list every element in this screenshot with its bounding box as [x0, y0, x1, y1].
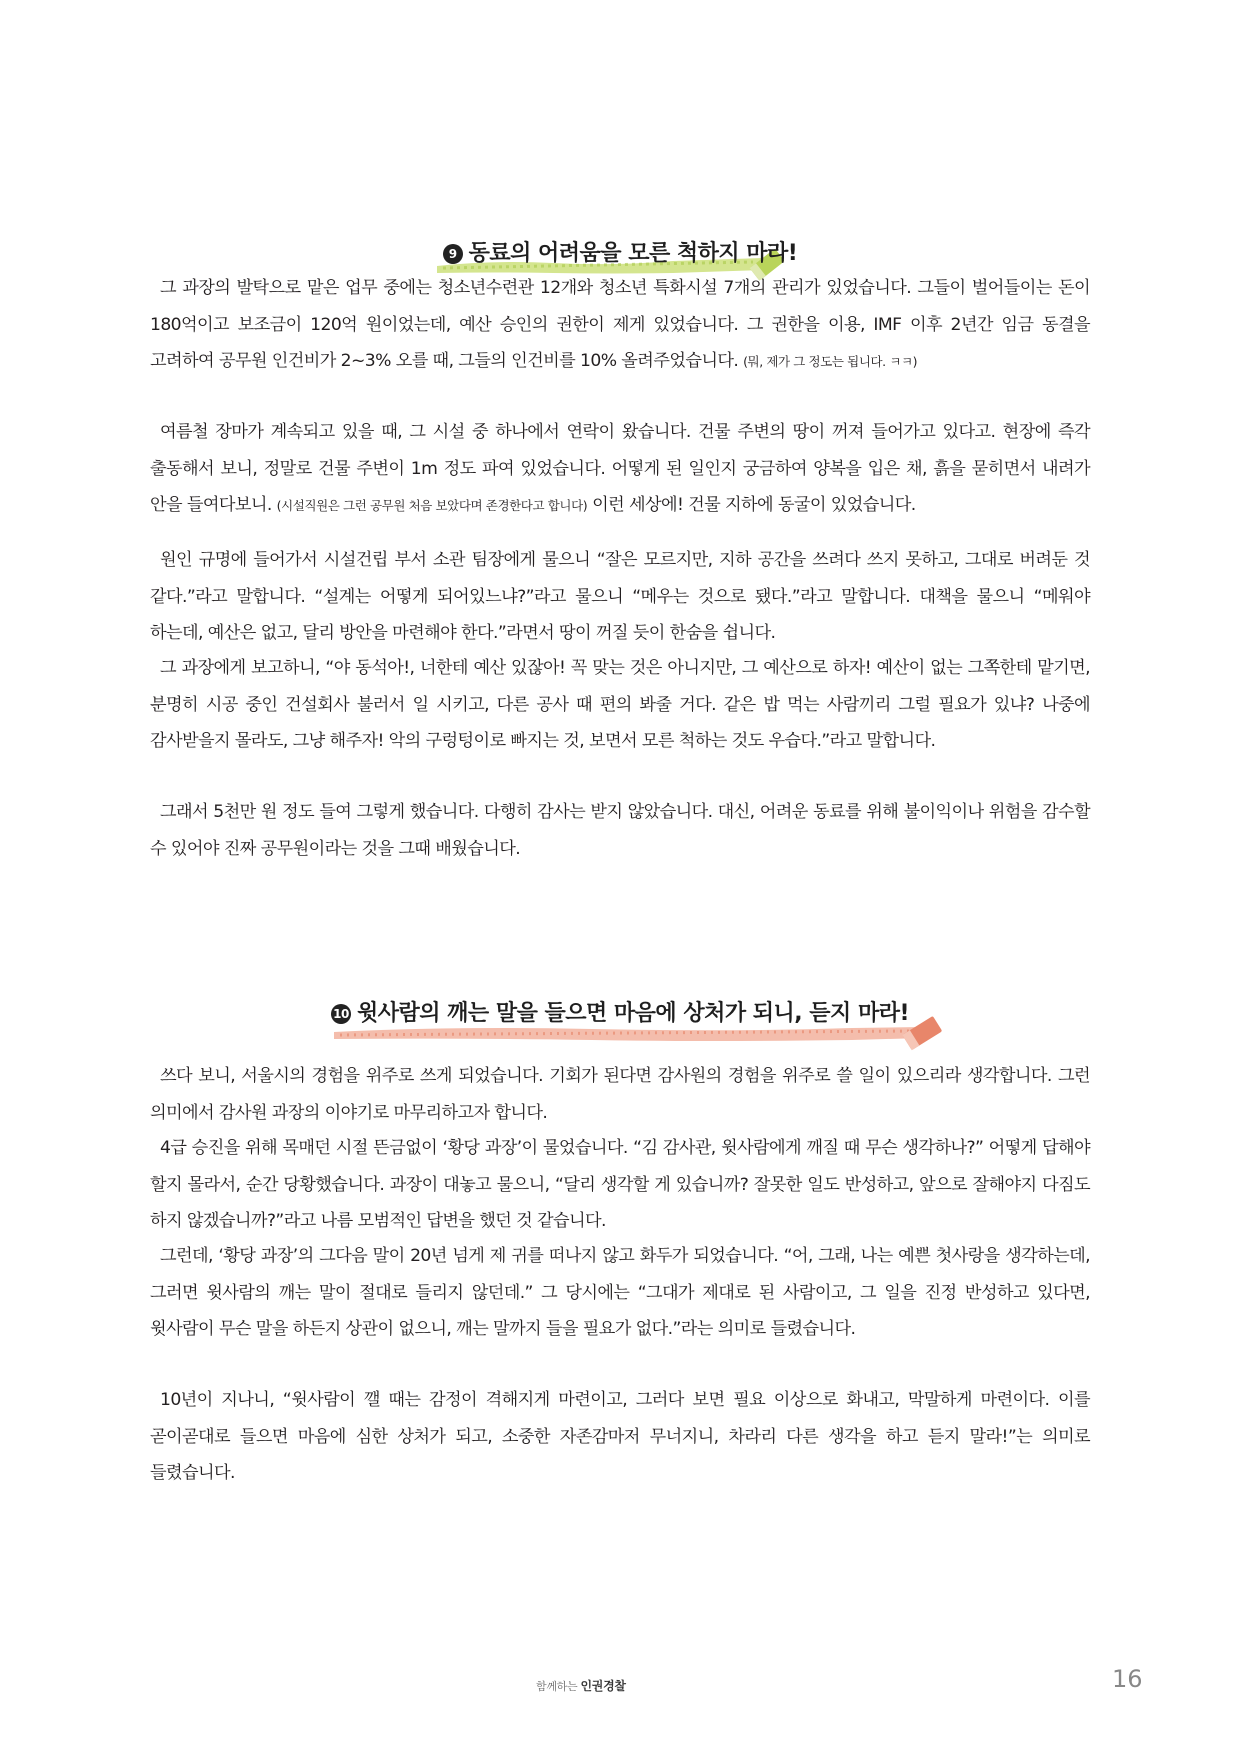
paragraph-text: 원인 규명에 들어가서 시설건립 부서 소관 팀장에게 물으니 “잘은 모르지만, 지하 공간을 쓰려다 쓰지 못하고, 그대로 버려둔 것 같다.”라고 말합니다. “설계는 어떻게 되어있느냐?”라고 물으니 “메우는 것으로 됐다.”라고 말합니다. 대책을 물으니 “메워야 하는데, 예산은 없고, 달리 방안을 마련해야 한다.”라면서 땅이 꺼질 듯이 한숨을 쉽니다.	[150, 550, 1090, 643]
section-10-paragraph-2	[150, 1130, 1090, 1240]
section-9-paragraph-2	[150, 414, 1090, 525]
section-9-paragraph-5	[150, 794, 1090, 867]
section-9-number: 9	[443, 244, 463, 264]
section-9-title	[443, 236, 798, 267]
section-10-title-text: 윗사람의 깨는 말을 들으면 마음에 상처가 되니, 듣지 마라!	[357, 1001, 909, 1026]
paragraph-aside: (시설직원은 그런 공무원 처음 보았다며 존경한다고 합니다)	[276, 498, 588, 513]
magazine-name	[536, 1677, 626, 1694]
section-10-paragraph-4	[150, 1382, 1090, 1492]
paragraph-aside: (뭐, 제가 그 정도는 됩니다. ㅋㅋ)	[743, 354, 918, 369]
section-10-paragraph-1	[150, 1058, 1090, 1131]
paragraph-text: 4급 승진을 위해 목매던 시절 뜬금없이 ‘황당 과장’이 물었습니다. “김 감사관, 윗사람에게 깨질 때 무슨 생각하나?” 어떻게 답해야 할지 몰라서, 순간 당황했습니다. 과장이 대놓고 물으니, “달리 생각할 게 있습니까? 잘못한 일도 반성하고, 앞으로 잘해야지 다짐도 하지 않겠습니까?”라고 나름 모범적인 답변을 했던 것 같습니다.	[150, 1138, 1090, 1231]
magazine-prefix: 함께하는	[536, 1680, 578, 1693]
section-10-header	[150, 996, 1090, 1027]
section-9-paragraph-4	[150, 650, 1090, 760]
section-9-title-text: 동료의 어려움을 모른 척하지 마라!	[468, 241, 798, 266]
section-9-paragraph-1	[150, 270, 1090, 381]
section-9-paragraph-3	[150, 542, 1090, 652]
paragraph-text: 그런데, ‘황당 과장’의 그다음 말이 20년 넘게 제 귀를 떠나지 않고 화두가 되었습니다. “어, 그래, 나는 예쁜 첫사랑을 생각하는데, 그러면 윗사람의 깨는 말이 절대로 들리지 않던데.” 그 당시에는 “그대가 제대로 된 사람이고, 그 일을 진정 반성하고 있다면, 윗사람이 무슨 말을 하든지 상관이 없으니, 깨는 말까지 들을 필요가 없다.”라는 의미로 들렸습니다.	[150, 1246, 1090, 1339]
paragraph-text: 여름철 장마가 계속되고 있을 때, 그 시설 중 하나에서 연락이 왔습니다. 건물 주변의 땅이 꺼져 들어가고 있다고. 현장에 즉각 출동해서 보니, 정말로 건물 주변이 1m 정도 파여 있었습니다. 어떻게 된 일인지 궁금하여 양복을 입은 채, 흙을 묻히면서 내려가 안을 들여다보니.	[150, 422, 1090, 515]
page-number: 16	[1112, 1665, 1143, 1693]
paragraph-text: 그 과장의 발탁으로 맡은 업무 중에는 청소년수련관 12개와 청소년 특화시설 7개의 관리가 있었습니다. 그들이 벌어들이는 돈이 180억이고 보조금이 120억 원이었는데, 예산 승인의 권한이 제게 있었습니다. 그 권한을 이용, IMF 이후 2년간 임금 동결을 고려하여 공무원 인건비가 2~3% 오를 때, 그들의 인건비를 10% 올려주었습니다.	[150, 278, 1090, 371]
section-10-title	[331, 996, 909, 1027]
section-10-number: 10	[331, 1004, 351, 1024]
paragraph-text: 쓰다 보니, 서울시의 경험을 위주로 쓰게 되었습니다. 기회가 된다면 감사원의 경험을 위주로 쓸 일이 있으리라 생각합니다. 그런 의미에서 감사원 과장의 이야기로 마무리하고자 합니다.	[150, 1066, 1090, 1123]
paragraph-text: 그래서 5천만 원 정도 들여 그렇게 했습니다. 다행히 감사는 받지 않았습니다. 대신, 어려운 동료를 위해 불이익이나 위험을 감수할 수 있어야 진짜 공무원이라는 것을 그때 배웠습니다.	[150, 802, 1090, 859]
paragraph-text: 10년이 지나니, “윗사람이 깰 때는 감정이 격해지게 마련이고, 그러다 보면 필요 이상으로 화내고, 막말하게 마련이다. 이를 곧이곧대로 들으면 마음에 심한 상처가 되고, 소중한 자존감마저 무너지니, 차라리 다른 생각을 하고 듣지 말라!”는 의미로 들렸습니다.	[150, 1390, 1090, 1483]
magazine-title: 인권경찰	[580, 1679, 626, 1693]
section-10-paragraph-3	[150, 1238, 1090, 1348]
paragraph-text: 그 과장에게 보고하니, “야 동석아!, 너한테 예산 있잖아! 꼭 맞는 것은 아니지만, 그 예산으로 하자! 예산이 없는 그쪽한테 맡기면, 분명히 시공 중인 건설회사 불러서 일 시키고, 다른 공사 때 편의 봐줄 거다. 같은 밥 먹는 사람끼리 그럴 필요가 있냐? 나중에 감사받을지 몰라도, 그냥 해주자! 악의 구렁텅이로 빠지는 것, 보면서 모른 척하는 것도 우습다.”라고 말합니다.	[150, 658, 1090, 751]
section-9-header	[150, 236, 1090, 267]
paragraph-text-continued: 이런 세상에! 건물 지하에 동굴이 있었습니다.	[592, 495, 916, 515]
